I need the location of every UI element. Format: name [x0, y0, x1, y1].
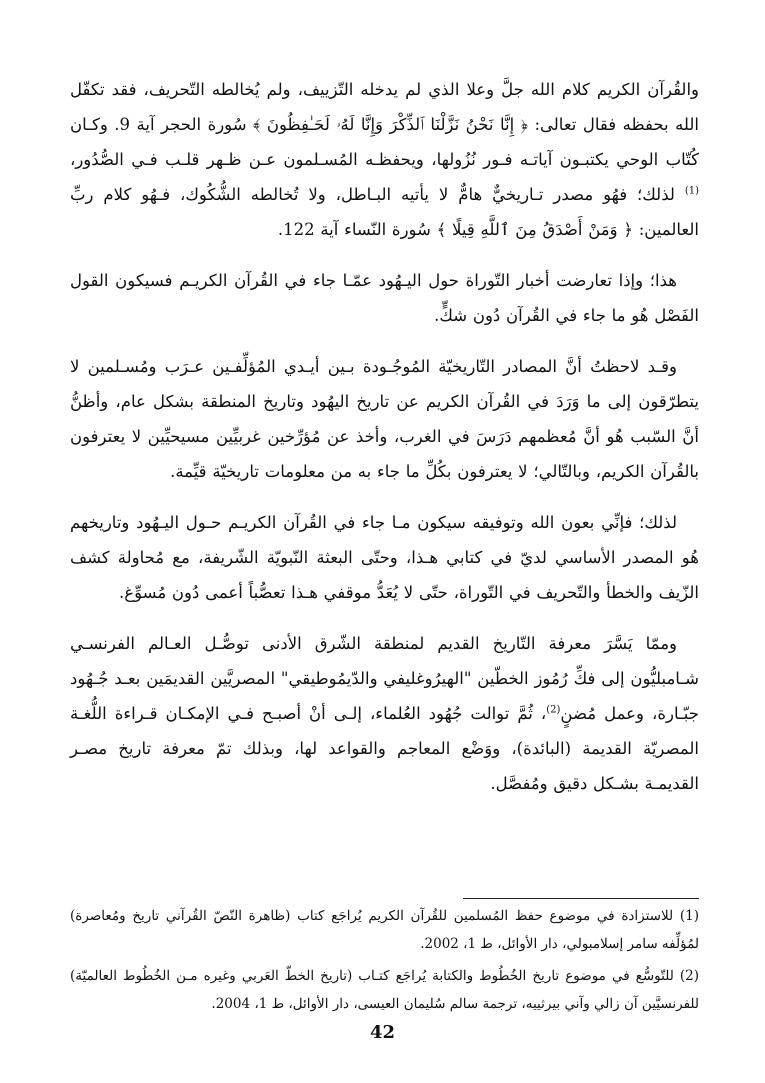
paragraph-text-continued: ، ثُمَّ توالت جُهُود العُلماء، إلـى أنْ أصبـح فـي الإمكـان قـراءة اللُّغـة المصريّة القديمة (البائدة)، ووَضْع المعاجم والقواعد لها، وبذلك تمّ معرفة تاريخ مصـر القديمـة بشـكل دقيق ومُفصَّل.	[70, 704, 699, 793]
paragraph-text: هذا؛ وإذا تعارضت أخبار التّوراة حول اليـهُود عمّـا جاء في القُرآن الكريـم فسيكون القول الفَصْل هُو ما جاء في القُرآن دُون شكٍّ.	[70, 271, 699, 325]
paragraph-text: والقُرآن الكريم كلام الله جلَّ وعلا الذي لم يدخله التّزييف، ولم يُخالطه التّحريف، فقد تكفّل الله بحفظه فقال تعالى: ﴿ إِنَّا نَحْنُ نَزَّلْنَا ٱلذِّكْرَ وَإِنَّا لَهُۥ لَحَـٰفِظُونَ ﴾ سُورة الحجر آية 9. وكـان كُتّاب الوحي يكتبـون آياتـه فـور نُزُولها، ويحفظـه المُسـلمون عـن ظـهر قلـب فـي الصُّدُور،	[70, 80, 699, 169]
footnotes-section	[70, 902, 699, 1022]
footnote-2: (2) للتّوسُّع في موضوع تاريخ الخُطُوط والكتابة يُراجَع كتـاب (تاريخ الخطّ العَربي وغيره مـن الخُطُوط العالميّة) للفرنسيَّين آن زالي وآني بيرثييه، ترجمة سالم سُليمان العيسى، دار الأوائل، ط 1، 2004.	[70, 968, 699, 1012]
footnote-1: (1) للاستزادة في موضوع حفظ المُسلمين للقُرآن الكريم يُراجَع كتاب (ظاهرة النّصّ القُرآني تاريخ ومُعاصرة) لمُؤلِّفه سامر إسلامبولي، دار الأوائل، ط 1، 2002.	[70, 908, 699, 952]
paragraph-torah-contradiction	[70, 263, 699, 333]
paragraph-historical-sources	[70, 349, 699, 489]
paragraph-text: لذلك؛ فإنِّي بعون الله وتوفيقه سيكون مـا جاء في القُرآن الكريـم حـول اليـهُود وتاريخهم هُو المصدر الأساسي لديّ في كتابي هـذا، وحتّى البعثة النّبويّة الشّريفة، مع مُحاولة كشف الزّيف والخطأ والتّحريف في التّوراة، حتّى لا يُعَدُّ موقفي هـذا تعصُّباً أعمى دُون مُسوِّغ.	[70, 513, 699, 602]
footnote-reference-2[interactable]: (2)	[546, 704, 561, 716]
footnote-reference-1[interactable]: (1)	[684, 185, 700, 197]
paragraph-text: وقـد لاحظتُ أنَّ المصادر التّاريخيّة المُوجُـودة بـين أيـدي المُؤلِّفـين عـرَب ومُسـلمين لا يتطرّقون إلى ما وَرَدَ في القُرآن الكريم عن تاريخ اليهُود وتاريخ المنطقة بشكل عام، وأظنُّ أنَّ السّبب هُو أنَّ مُعظمهم دَرَسَ في الغرب، وأخذ عن مُؤرِّخين غربيِّين مسيحيِّين لا يعترفون بالقُرآن الكريم، وبالتّالي؛ لا يعترفون بكُلِّ ما جاء به من معلومات تاريخيّة قيِّمة.	[70, 357, 699, 481]
paragraph-author-method	[70, 505, 699, 610]
page-number: 42	[369, 1022, 396, 1043]
paragraph-champollion	[70, 626, 699, 801]
paragraph-text-continued: لذلك؛ فهُو مصدر تـاريخيٌّ هامٌّ لا يأتيه البـاطل، ولا تُخالطه الشُّكُوك، فـهُو كلام ربِّ العالمين: ﴿ وَمَنْ أَصْدَقُ مِنَ ٱللَّهِ قِيلًا ﴾ سُورة النّساء آية 122.	[70, 185, 699, 239]
footnote-divider	[463, 898, 699, 899]
paragraph-quran-preservation	[70, 72, 699, 247]
paragraph-text: وممّا يَسَّرَ معرفة التّاريخ القديم لمنطقة الشّرق الأدنى توصُّـل العـالم الفرنسـي شـامبليُّون إلى فكِّ رُمُوز الخطّين "الهيرُوغليفي والدّيمُوطيقي" المصريَّين القديمَين بعـد جُـهُود جبّـارة، وعمل مُضنٍ	[70, 634, 699, 723]
